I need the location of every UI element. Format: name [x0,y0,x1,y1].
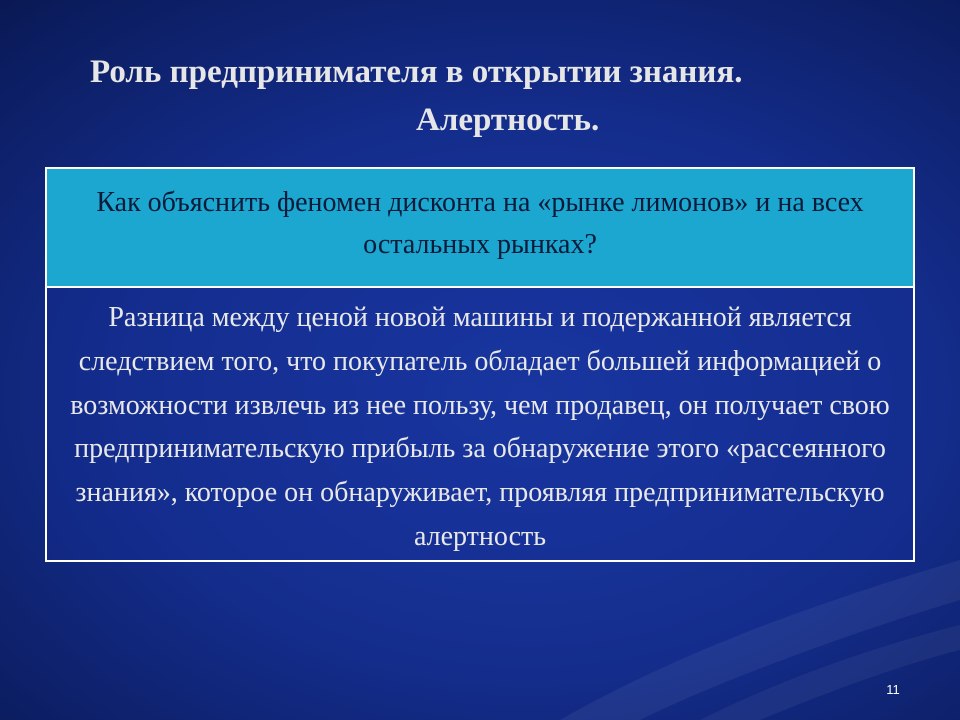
content-table [45,167,915,562]
slide-number: 11 [886,682,900,697]
slide-title-line2: Алертность. [416,102,600,138]
slide-title-line1: Роль предпринимателя в открытии знания. [90,54,743,90]
answer-cell: Разница между ценой новой машины и подержанной является следствием того, что покупатель обладает большей информацией о возможности извлечь из нее пользу, чем продавец, он получает свою предпринимательскую прибыль за обнаружение этого «рассеянного знания», которое он обнаруживает, проявляя предпринимательскую алертность [47,288,913,560]
slide-title [90,48,880,144]
question-cell: Как объяснить феномен дисконта на «рынке лимонов» и на всех остальных рынках? [47,169,913,288]
